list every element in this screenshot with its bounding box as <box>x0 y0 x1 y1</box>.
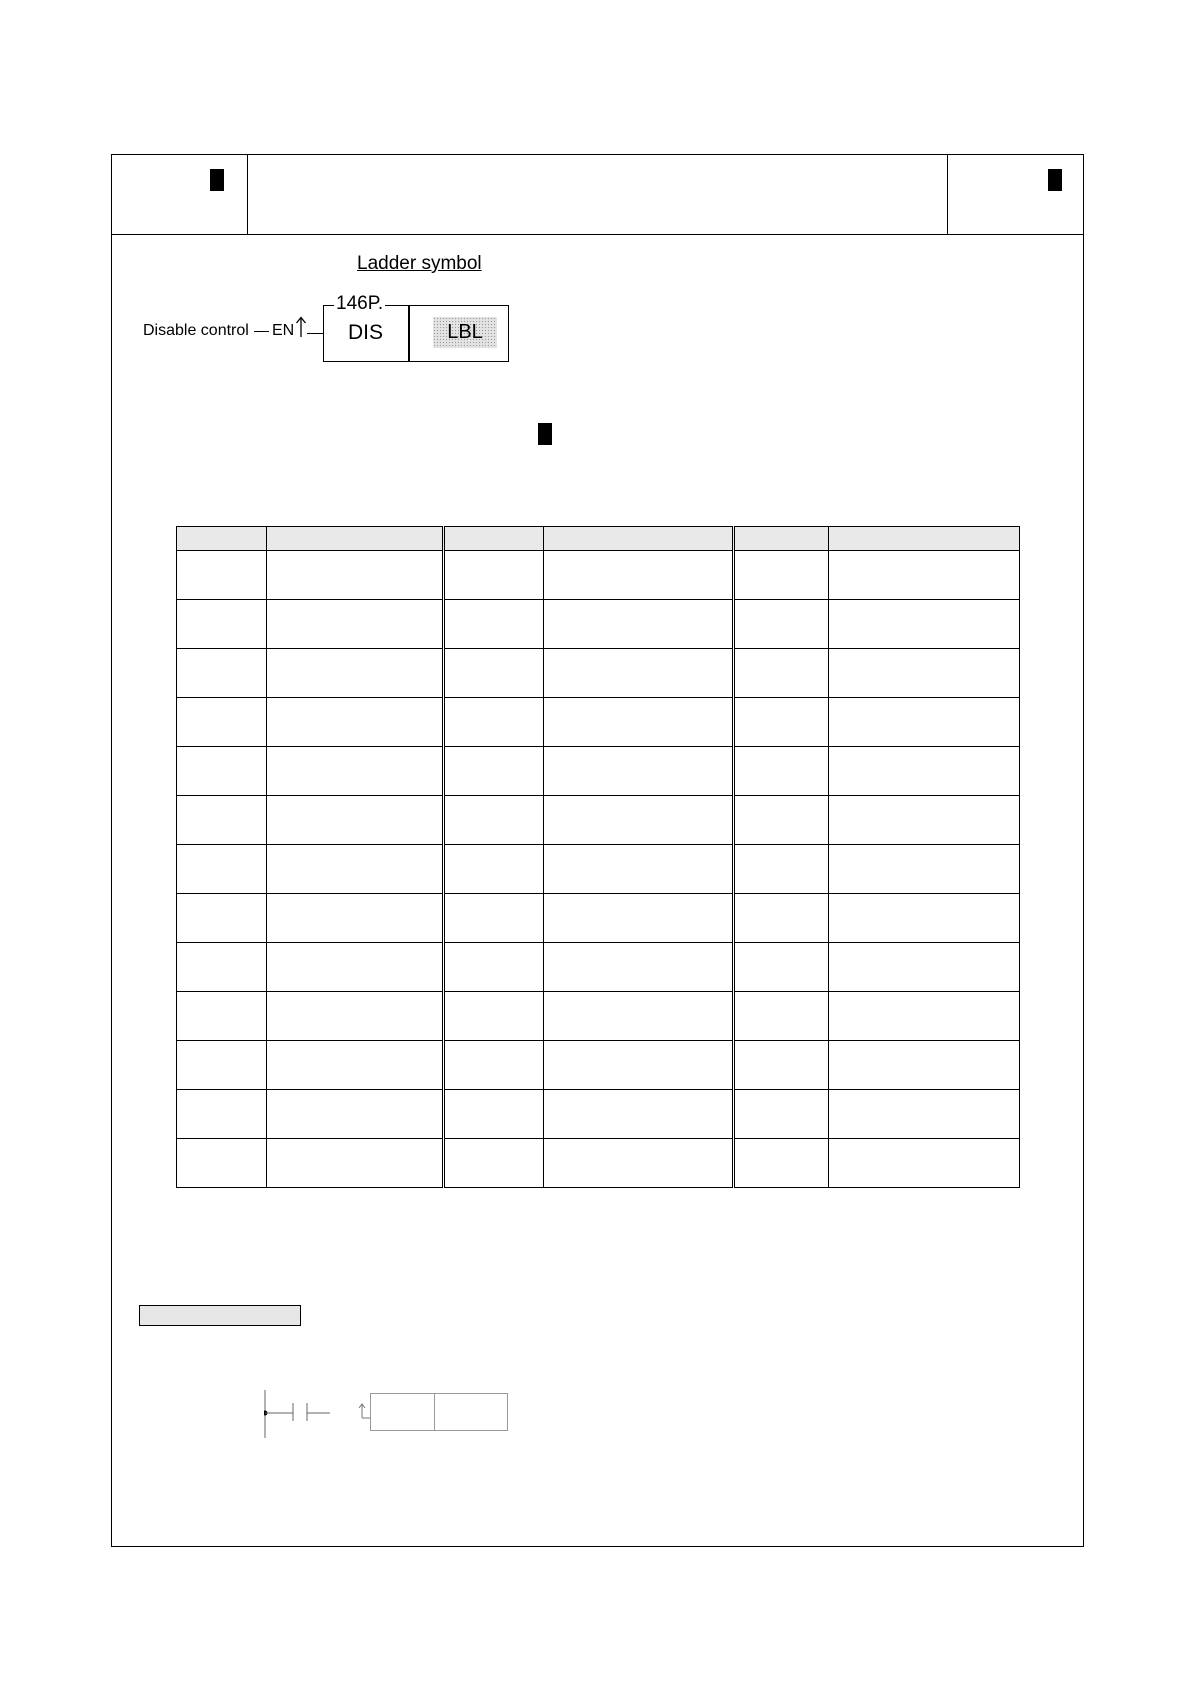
table-row <box>177 649 1020 698</box>
example-instruction-box <box>370 1393 508 1431</box>
header-row <box>111 154 1084 235</box>
header-divider-right <box>947 154 948 235</box>
en-connector-line <box>307 333 323 334</box>
header-divider-left <box>247 154 248 235</box>
table-row <box>177 992 1020 1041</box>
instruction-mnemonic: DIS <box>348 321 384 344</box>
section-marker <box>538 423 552 445</box>
instruction-code: 146P. <box>336 293 384 314</box>
example-ladder-rung <box>264 1390 384 1440</box>
table-row <box>177 600 1020 649</box>
table-row <box>177 1041 1020 1090</box>
operand-table <box>176 526 1020 1188</box>
table-row <box>177 1090 1020 1139</box>
instruction-box-divider <box>408 305 410 362</box>
disable-control-label: Disable control <box>143 322 249 339</box>
en-label: EN <box>272 322 295 339</box>
table-row <box>177 1139 1020 1188</box>
operand-cell <box>433 317 497 348</box>
table-row <box>177 943 1020 992</box>
header-marker-left <box>210 169 224 191</box>
table-header-row <box>177 527 1020 551</box>
ladder-symbol-title: Ladder symbol <box>357 253 482 274</box>
table-row <box>177 845 1020 894</box>
example-heading-bar <box>139 1305 301 1326</box>
header-marker-right <box>1048 169 1062 191</box>
operand-label: LBL <box>447 321 483 343</box>
table-row <box>177 551 1020 600</box>
example-instruction-box-divider <box>434 1393 435 1431</box>
table-row <box>177 894 1020 943</box>
table-row <box>177 747 1020 796</box>
rising-edge-icon <box>295 316 307 338</box>
table-row <box>177 796 1020 845</box>
input-line <box>254 331 269 332</box>
table-row <box>177 698 1020 747</box>
